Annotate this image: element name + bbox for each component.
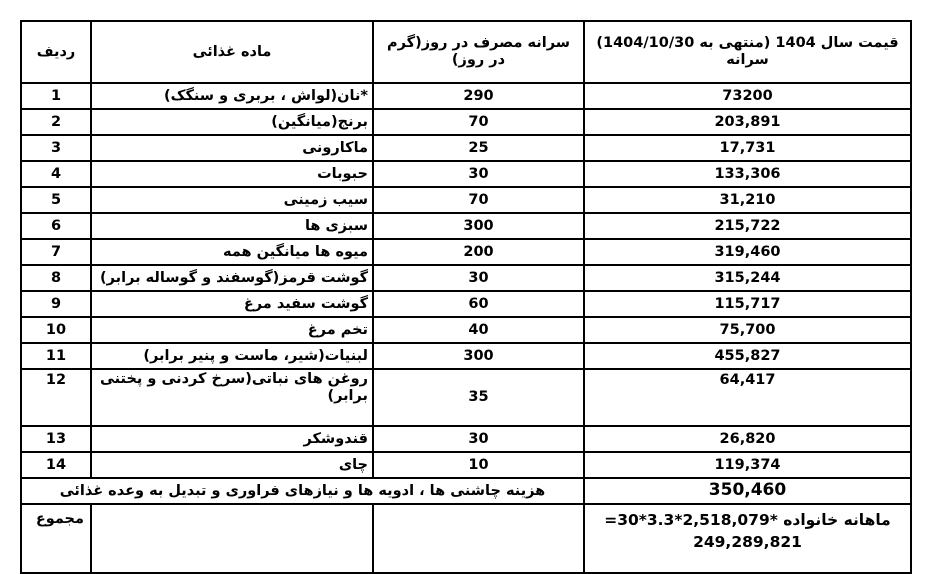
cell-price: 17,731 xyxy=(584,135,911,161)
table-row xyxy=(21,369,911,426)
cell-radif: 13 xyxy=(21,426,91,452)
cell-price: 203,891 xyxy=(584,109,911,135)
cell-extras-price: 350,460 xyxy=(584,478,911,504)
cell-consumption: 40 xyxy=(373,317,584,343)
column-header-consumption: سرانه مصرف در روز(گرم در روز) xyxy=(373,21,584,83)
cell-food: حبوبات xyxy=(91,161,373,187)
table-row xyxy=(21,109,911,135)
cell-radif: 14 xyxy=(21,452,91,478)
extras-row xyxy=(21,478,911,504)
cell-consumption: 30 xyxy=(373,265,584,291)
cell-price: 315,244 xyxy=(584,265,911,291)
table-row xyxy=(21,317,911,343)
table-row xyxy=(21,213,911,239)
table-row xyxy=(21,135,911,161)
cell-price: 64,417 xyxy=(584,369,911,426)
cell-consumption: 60 xyxy=(373,291,584,317)
cell-radif: 8 xyxy=(21,265,91,291)
cell-food: میوه ها میانگین همه xyxy=(91,239,373,265)
table-row xyxy=(21,83,911,109)
cell-consumption: 30 xyxy=(373,426,584,452)
cell-total-empty-food xyxy=(91,504,373,573)
header-row xyxy=(21,21,911,83)
table-header xyxy=(21,21,911,83)
table-row xyxy=(21,239,911,265)
cell-food: گوشت سفید مرغ xyxy=(91,291,373,317)
cell-food: ماکارونی xyxy=(91,135,373,161)
cell-price: 115,717 xyxy=(584,291,911,317)
total-amount: 249,289,821 xyxy=(693,533,802,552)
cell-price: 73200 xyxy=(584,83,911,109)
cell-radif: 6 xyxy=(21,213,91,239)
cell-extras-label: هزینه چاشنی ها ، ادویه ها و نیازهای فراوری و تبدیل به وعده غذائی xyxy=(21,478,584,504)
cell-consumption: 70 xyxy=(373,109,584,135)
cell-price: 26,820 xyxy=(584,426,911,452)
table-row xyxy=(21,265,911,291)
cell-price: 215,722 xyxy=(584,213,911,239)
cell-food: سبزی ها xyxy=(91,213,373,239)
cell-consumption: 35 xyxy=(373,369,584,426)
cell-consumption: 200 xyxy=(373,239,584,265)
food-cost-table xyxy=(20,20,912,574)
cell-price: 31,210 xyxy=(584,187,911,213)
cell-consumption: 25 xyxy=(373,135,584,161)
cell-radif: 9 xyxy=(21,291,91,317)
total-formula: ماهانه خانواده *2,518,079*3.3*30= xyxy=(604,511,891,529)
cell-radif: 10 xyxy=(21,317,91,343)
table-row xyxy=(21,452,911,478)
cell-radif: 11 xyxy=(21,343,91,369)
table-row xyxy=(21,187,911,213)
cell-total-empty-consumption xyxy=(373,504,584,573)
cell-food: روغن های نباتی(سرخ کردنی و پختنی برابر) xyxy=(91,369,373,426)
cell-price: 75,700 xyxy=(584,317,911,343)
cell-radif: 5 xyxy=(21,187,91,213)
cell-total-label: مجموع xyxy=(21,504,91,573)
food-cost-table-container xyxy=(22,20,912,574)
cell-price: 133,306 xyxy=(584,161,911,187)
cell-consumption: 300 xyxy=(373,213,584,239)
cell-price: 319,460 xyxy=(584,239,911,265)
cell-consumption: 70 xyxy=(373,187,584,213)
cell-radif: 3 xyxy=(21,135,91,161)
column-header-radif: ردیف xyxy=(21,21,91,83)
cell-food: سیب زمینی xyxy=(91,187,373,213)
cell-price: 119,374 xyxy=(584,452,911,478)
cell-consumption: 300 xyxy=(373,343,584,369)
total-row xyxy=(21,504,911,573)
cell-food: قندوشکر xyxy=(91,426,373,452)
cell-consumption: 10 xyxy=(373,452,584,478)
cell-radif: 4 xyxy=(21,161,91,187)
cell-total-value xyxy=(584,504,911,573)
cell-food: لبنیات(شیر، ماست و پنیر برابر) xyxy=(91,343,373,369)
table-row xyxy=(21,161,911,187)
table-row xyxy=(21,291,911,317)
cell-food: تخم مرغ xyxy=(91,317,373,343)
cell-consumption: 290 xyxy=(373,83,584,109)
cell-price: 455,827 xyxy=(584,343,911,369)
cell-radif: 2 xyxy=(21,109,91,135)
column-header-food: ماده غذائی xyxy=(91,21,373,83)
table-row xyxy=(21,426,911,452)
cell-food: *نان(لواش ، بربری و سنگک) xyxy=(91,83,373,109)
cell-consumption: 30 xyxy=(373,161,584,187)
cell-food: گوشت قرمز(گوسفند و گوساله برابر) xyxy=(91,265,373,291)
cell-radif: 7 xyxy=(21,239,91,265)
cell-radif: 1 xyxy=(21,83,91,109)
cell-radif: 12 xyxy=(21,369,91,426)
column-header-price: قیمت سال 1404 (منتهی به 1404/10/30) سرانه xyxy=(584,21,911,83)
table-body xyxy=(21,83,911,573)
cell-food: برنج(میانگین) xyxy=(91,109,373,135)
cell-food: چای xyxy=(91,452,373,478)
table-row xyxy=(21,343,911,369)
